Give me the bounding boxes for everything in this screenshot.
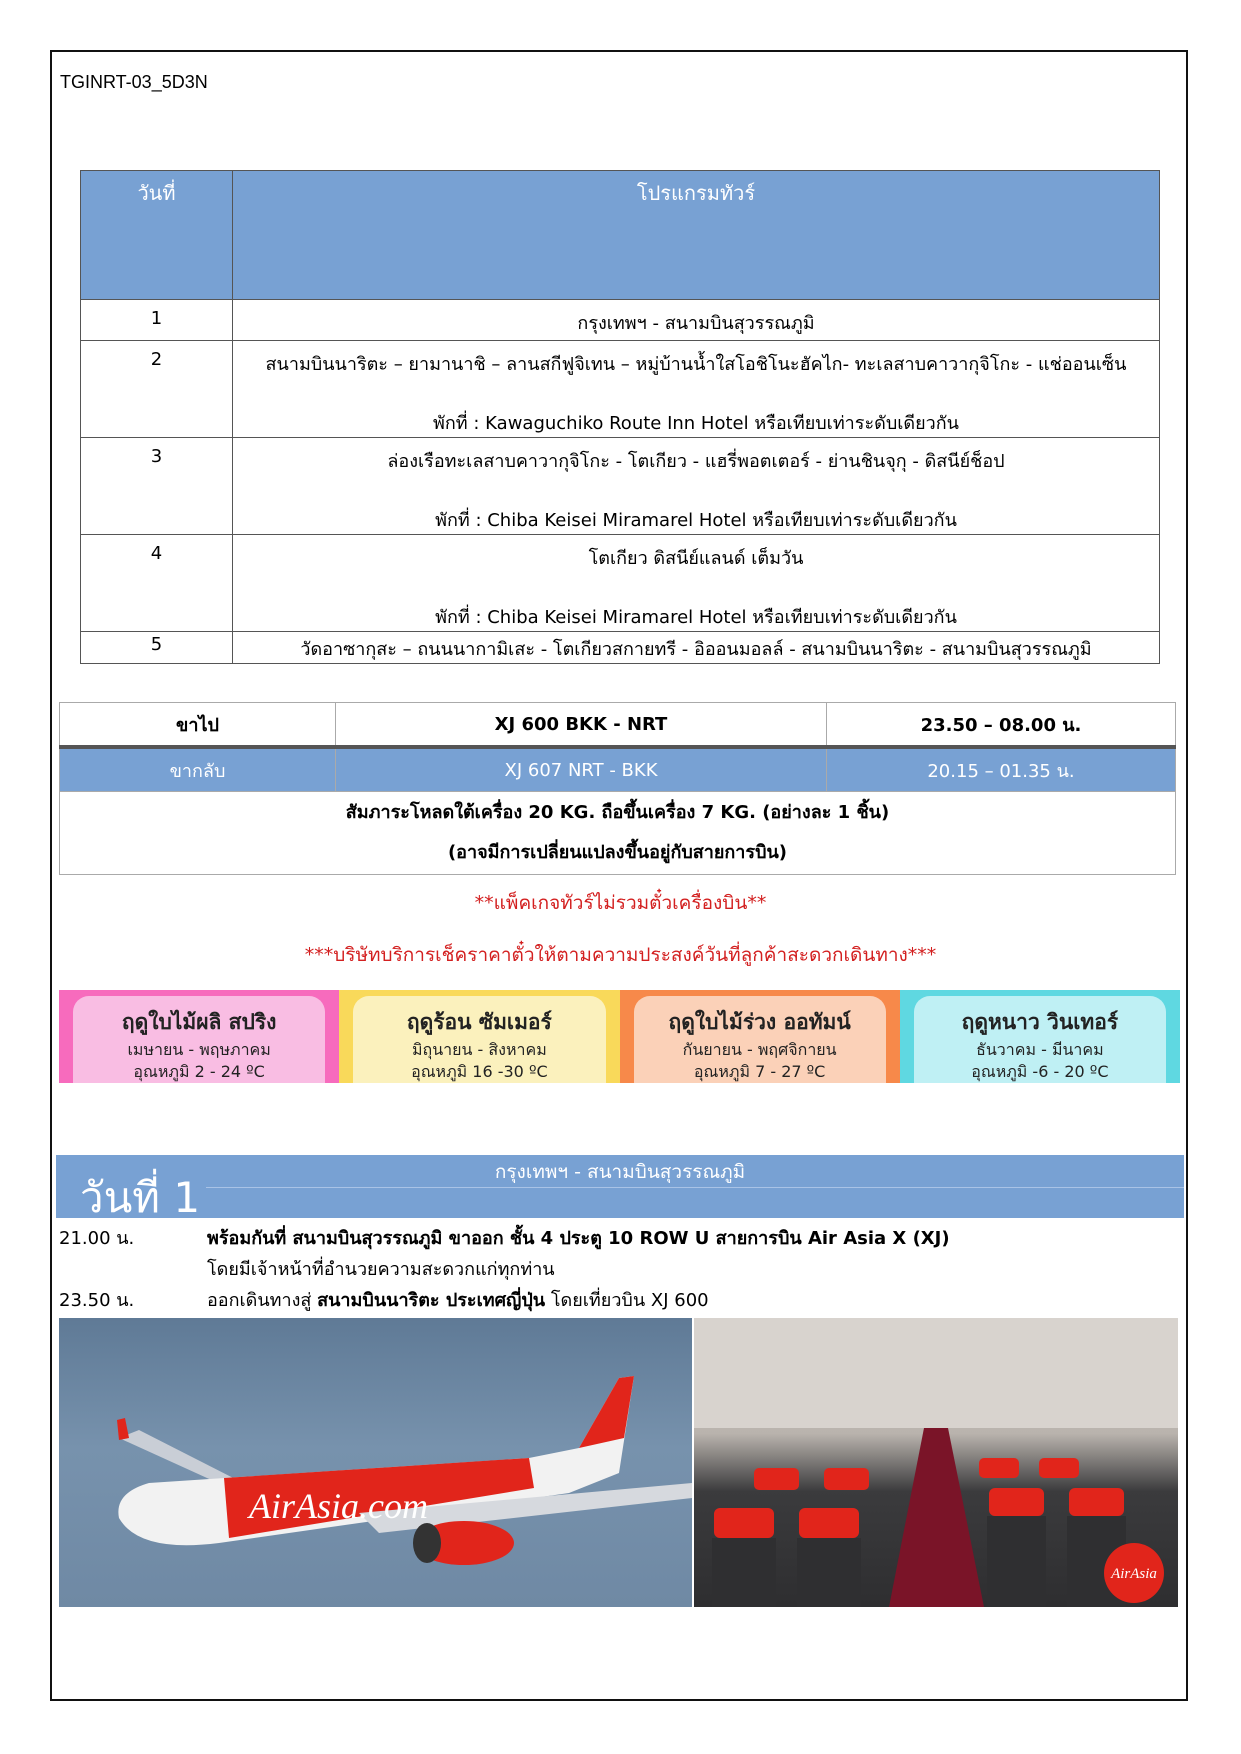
season-name: ฤดูหนาว วินเทอร์ — [961, 1010, 1119, 1034]
day-route: โตเกียว ดิสนีย์แลนด์ เต็มวัน — [588, 548, 804, 569]
season-summer — [339, 990, 619, 1083]
plane-caption: AirAsia.com — [249, 1486, 428, 1526]
season-banner — [59, 990, 1180, 1083]
flight-direction: ขาไป — [60, 703, 336, 748]
season-months: ธันวาคม - มีนาคม — [976, 1040, 1104, 1059]
baggage-allowance: สัมภาระโหลดใต้เครื่อง 20 KG. ถือขึ้นเครื่อง 7 KG. (อย่างละ 1 ชิ้น) — [345, 802, 890, 823]
day-label: วันที่ 1 — [80, 1173, 201, 1222]
baggage-note: (อาจมีการเปลี่ยนแปลงขึ้นอยู่กับสายการบิน) — [447, 842, 788, 863]
season-temp: อุณหภูมิ 7 - 27 ºC — [693, 1062, 826, 1081]
airasia-cabin-photo — [694, 1318, 1178, 1607]
day-number: 2 — [81, 341, 233, 438]
flight-row-return — [60, 747, 1176, 792]
plane-illustration — [59, 1318, 692, 1607]
flight-time: 20.15 – 01.35 น. — [827, 747, 1176, 792]
season-name: ฤดูใบไม้ผลิ สปริง — [121, 1010, 277, 1034]
divider — [206, 1187, 1184, 1188]
tail-fin — [579, 1376, 634, 1448]
season-spring — [59, 990, 339, 1083]
season-name: ฤดูร้อน ซัมเมอร์ — [406, 1010, 552, 1034]
flight-row-outbound — [60, 703, 1176, 748]
day-number: 4 — [81, 535, 233, 632]
flight-direction: ขากลับ — [60, 747, 336, 792]
header-program: โปรแกรมทัวร์ — [233, 171, 1160, 300]
itinerary-text-bold: พร้อมกันที่ สนามบินสุวรรณภูมิ ขาออก ชั้น 4 ประตู 10 ROW U สายการบิน Air Asia X (XJ) — [207, 1228, 950, 1249]
hotel-stay: พักที่ : Chiba Keisei Miramarel Hotel หรือเทียบเท่าระดับเดียวกัน — [435, 607, 957, 628]
season-autumn — [620, 990, 900, 1083]
season-temp: อุณหภูมิ 2 - 24 ºC — [133, 1062, 265, 1081]
airasia-plane-photo — [59, 1318, 692, 1607]
itinerary-text-bold: สนามบินนาริตะ ประเทศญี่ปุ่น — [317, 1290, 546, 1311]
table-row — [81, 632, 1160, 664]
season-temp: อุณหภูมิ 16 -30 ºC — [411, 1062, 548, 1081]
season-temp: อุณหภูมิ -6 - 20 ºC — [971, 1062, 1109, 1081]
season-name: ฤดูใบไม้ร่วง ออทัมน์ — [668, 1010, 851, 1034]
itinerary-text: โดยมีเจ้าหน้าที่อำนวยความสะดวกแก่ทุกท่าน — [207, 1259, 555, 1280]
itinerary-text-after: โดยเที่ยวบิน XJ 600 — [545, 1290, 709, 1311]
table-row — [81, 535, 1160, 632]
season-months: กันยายน - พฤศจิกายน — [682, 1040, 837, 1059]
day-number: 3 — [81, 438, 233, 535]
aisle-carpet — [889, 1428, 984, 1607]
header-day: วันที่ — [81, 171, 233, 300]
program-header-row — [81, 171, 1160, 300]
day-route: ล่องเรือทะเลสาบคาวากุจิโกะ - โตเกียว - แฮรี่พอตเตอร์ - ย่านชินจุกุ - ดิสนีย์ช็อป — [387, 451, 1005, 472]
flight-time: 23.50 – 08.00 น. — [827, 703, 1176, 748]
airasia-logo-text: AirAsia — [1111, 1566, 1157, 1582]
hotel-stay: พักที่ : Chiba Keisei Miramarel Hotel หรือเทียบเท่าระดับเดียวกัน — [435, 510, 957, 531]
day-number: 5 — [81, 632, 233, 664]
day-number: 1 — [81, 300, 233, 341]
overhead-bins — [694, 1318, 1178, 1428]
notice-price-check: ***บริษัทบริการเช็คราคาตั๋วให้ตามความประสงค์วันที่ลูกค้าสะดวกเดินทาง*** — [304, 944, 937, 966]
winglet — [117, 1418, 129, 1440]
program-table — [80, 170, 1160, 664]
day-route: กรุงเทพฯ - สนามบินสุวรรณภูมิ — [494, 1161, 746, 1183]
table-row — [81, 300, 1160, 341]
day-route: สนามบินนาริตะ – ยามานาชิ – ลานสกีฟูจิเทน – หมู่บ้านน้ำใสโอชิโนะฮัคไก- ทะเลสาบคาวากุจิโกะ - แช่ออนเซ็น — [265, 354, 1127, 375]
itinerary-text: ออกเดินทางสู่ — [207, 1290, 318, 1311]
engine-intake — [413, 1523, 441, 1563]
flight-number: XJ 600 BKK - NRT — [336, 703, 827, 748]
baggage-row — [60, 792, 1176, 875]
season-months: เมษายน - พฤษภาคม — [127, 1040, 271, 1059]
table-row — [81, 438, 1160, 535]
season-months: มิถุนายน - สิงหาคม — [411, 1040, 547, 1059]
hotel-stay: พักที่ : Kawaguchiko Route Inn Hotel หรือเทียบเท่าระดับเดียวกัน — [433, 413, 959, 434]
itinerary-time: 21.00 น. — [59, 1228, 135, 1249]
document-code: TGINRT-03_5D3N — [60, 72, 208, 92]
cabin-illustration — [694, 1318, 1178, 1607]
day-route: กรุงเทพฯ - สนามบินสุวรรณภูมิ — [233, 300, 1160, 341]
flight-table — [59, 702, 1176, 875]
day-1-header — [56, 1155, 1184, 1222]
season-winter — [900, 990, 1180, 1083]
itinerary-time: 23.50 น. — [59, 1290, 135, 1311]
day-route: วัดอาซากุสะ – ถนนนากามิเสะ - โตเกียวสกายทรี - อิออนมอลล์ - สนามบินนาริตะ - สนามบินสุวรรณภูมิ — [233, 632, 1160, 664]
notice-no-ticket: **แพ็คเกจทัวร์ไม่รวมตั๋วเครื่องบิน** — [474, 892, 767, 914]
flight-number: XJ 607 NRT - BKK — [336, 747, 827, 792]
table-row — [81, 341, 1160, 438]
